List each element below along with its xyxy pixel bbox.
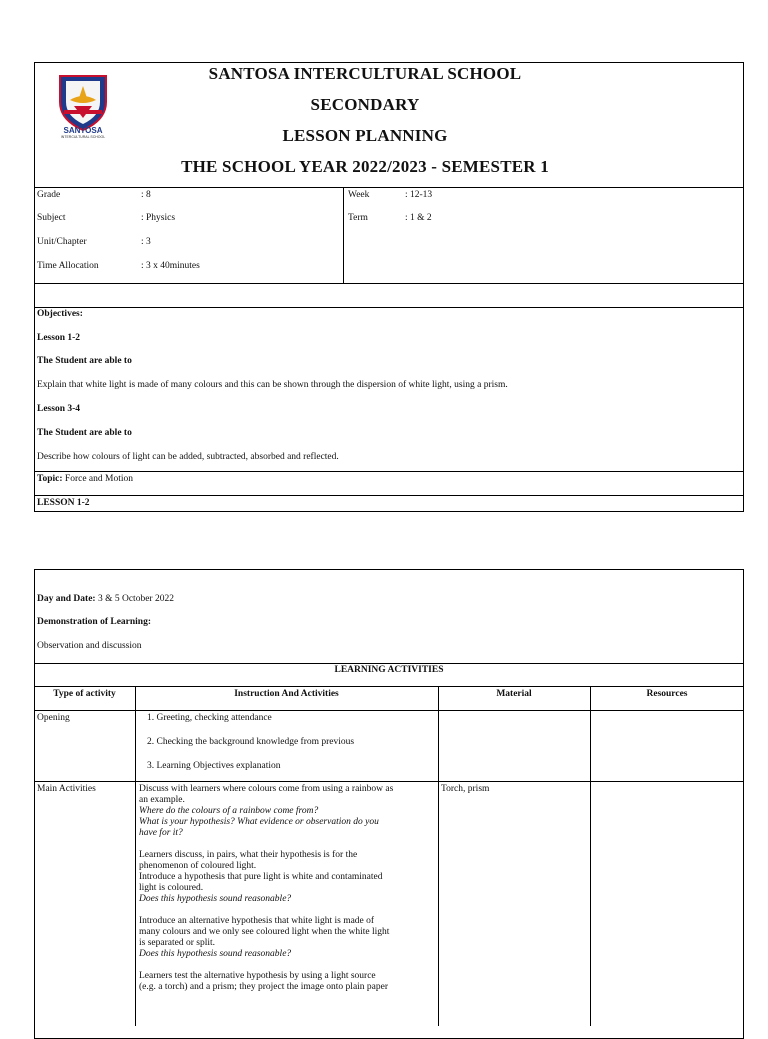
text-line: an example. bbox=[139, 795, 185, 805]
grade-value: : 8 bbox=[141, 190, 151, 200]
divider bbox=[34, 710, 744, 711]
week-value: : 12-13 bbox=[405, 190, 433, 200]
topic bbox=[37, 474, 133, 485]
opening-item: 3. Learning Objectives explanation bbox=[147, 761, 281, 771]
divider bbox=[34, 686, 744, 687]
day-label: Day and Date: bbox=[37, 594, 96, 604]
demo-label: Demonstration of Learning: bbox=[37, 617, 151, 627]
text-line: is separated or split. bbox=[139, 938, 215, 948]
col-header-instruction: Instruction And Activities bbox=[234, 689, 339, 699]
lesson2-intro: The Student are able to bbox=[37, 428, 132, 438]
divider bbox=[590, 686, 591, 1026]
day-value: 3 & 5 October 2022 bbox=[95, 594, 174, 604]
opening-label: Opening bbox=[37, 713, 70, 723]
divider bbox=[34, 307, 744, 308]
text-line: Introduce an alternative hypothesis that white light is made of bbox=[139, 916, 375, 926]
text-line: What is your hypothesis? What evidence or observation do you bbox=[139, 817, 379, 827]
grade-label: Grade bbox=[37, 190, 61, 200]
week-label: Week bbox=[348, 190, 370, 200]
divider bbox=[438, 686, 439, 1026]
main-instruction bbox=[139, 784, 435, 993]
main-material: Torch, prism bbox=[441, 784, 490, 794]
text-line: Learners test the alternative hypothesis by using a light source bbox=[139, 971, 376, 981]
divider bbox=[34, 187, 744, 188]
subject-label: Subject bbox=[37, 213, 66, 223]
topic-label: Topic: bbox=[37, 474, 63, 484]
main-label: Main Activities bbox=[37, 784, 96, 794]
text-line: Does this hypothesis sound reasonable? bbox=[139, 949, 292, 959]
divider bbox=[34, 663, 744, 664]
term-label: Term bbox=[348, 213, 368, 223]
divider bbox=[34, 283, 744, 284]
document-type: LESSON PLANNING bbox=[282, 126, 448, 145]
subject-value: : Physics bbox=[141, 213, 176, 223]
unit-label: Unit/Chapter bbox=[37, 237, 87, 247]
text-line: Does this hypothesis sound reasonable? bbox=[139, 894, 292, 904]
text-line: Discuss with learners where colours come from using a rainbow as bbox=[139, 784, 394, 794]
text-line: Introduce a hypothesis that pure light is white and contaminated bbox=[139, 872, 383, 882]
logo-subtext: INTERCULTURAL SCHOOL bbox=[60, 135, 106, 139]
divider bbox=[135, 686, 136, 1026]
lesson1-intro: The Student are able to bbox=[37, 356, 132, 366]
opening-item: 2. Checking the background knowledge from previous bbox=[147, 737, 355, 747]
text-line: Where do the colours of a rainbow come from? bbox=[139, 806, 319, 816]
lesson1-objective: Explain that white light is made of many colours and this can be shown through the dispersion of white light, using a prism. bbox=[37, 380, 508, 390]
school-name: SANTOSA INTERCULTURAL SCHOOL bbox=[208, 64, 522, 83]
text-line: Learners discuss, in pairs, what their hypothesis is for the bbox=[139, 850, 358, 860]
school-year: THE SCHOOL YEAR 2022/2023 - SEMESTER 1 bbox=[181, 157, 549, 176]
divider bbox=[34, 781, 744, 782]
text-line: phenomenon of coloured light. bbox=[139, 861, 257, 871]
term-value: : 1 & 2 bbox=[405, 213, 432, 223]
col-header-resources: Resources bbox=[646, 689, 688, 699]
time-value: : 3 x 40minutes bbox=[141, 261, 200, 271]
activities-title: LEARNING ACTIVITIES bbox=[334, 665, 444, 675]
lesson2-objective: Describe how colours of light can be added, subtracted, absorbed and reflected. bbox=[37, 452, 339, 462]
col-header-type: Type of activity bbox=[53, 689, 116, 699]
lesson-label: LESSON 1-2 bbox=[37, 498, 90, 508]
topic-value: Force and Motion bbox=[62, 474, 133, 484]
divider bbox=[34, 495, 744, 496]
lesson2-heading: Lesson 3-4 bbox=[37, 404, 81, 414]
divider bbox=[343, 187, 344, 283]
time-label: Time Allocation bbox=[37, 261, 99, 271]
logo-text: SANTOSA bbox=[63, 126, 103, 135]
col-header-material: Material bbox=[496, 689, 532, 699]
divider bbox=[34, 471, 744, 472]
day-date bbox=[37, 594, 174, 605]
text-line: (e.g. a torch) and a prism; they project the image onto plain paper bbox=[139, 982, 389, 992]
text-line: many colours and we only see coloured light when the white light bbox=[139, 927, 390, 937]
objectives-heading: Objectives: bbox=[37, 309, 83, 319]
unit-value: : 3 bbox=[141, 237, 151, 247]
school-level: SECONDARY bbox=[310, 95, 420, 114]
lesson1-heading: Lesson 1-2 bbox=[37, 333, 81, 343]
text-line: light is coloured. bbox=[139, 883, 204, 893]
text-line: have for it? bbox=[139, 828, 183, 838]
demo-value: Observation and discussion bbox=[37, 641, 142, 651]
opening-item: 1. Greeting, checking attendance bbox=[147, 713, 272, 723]
